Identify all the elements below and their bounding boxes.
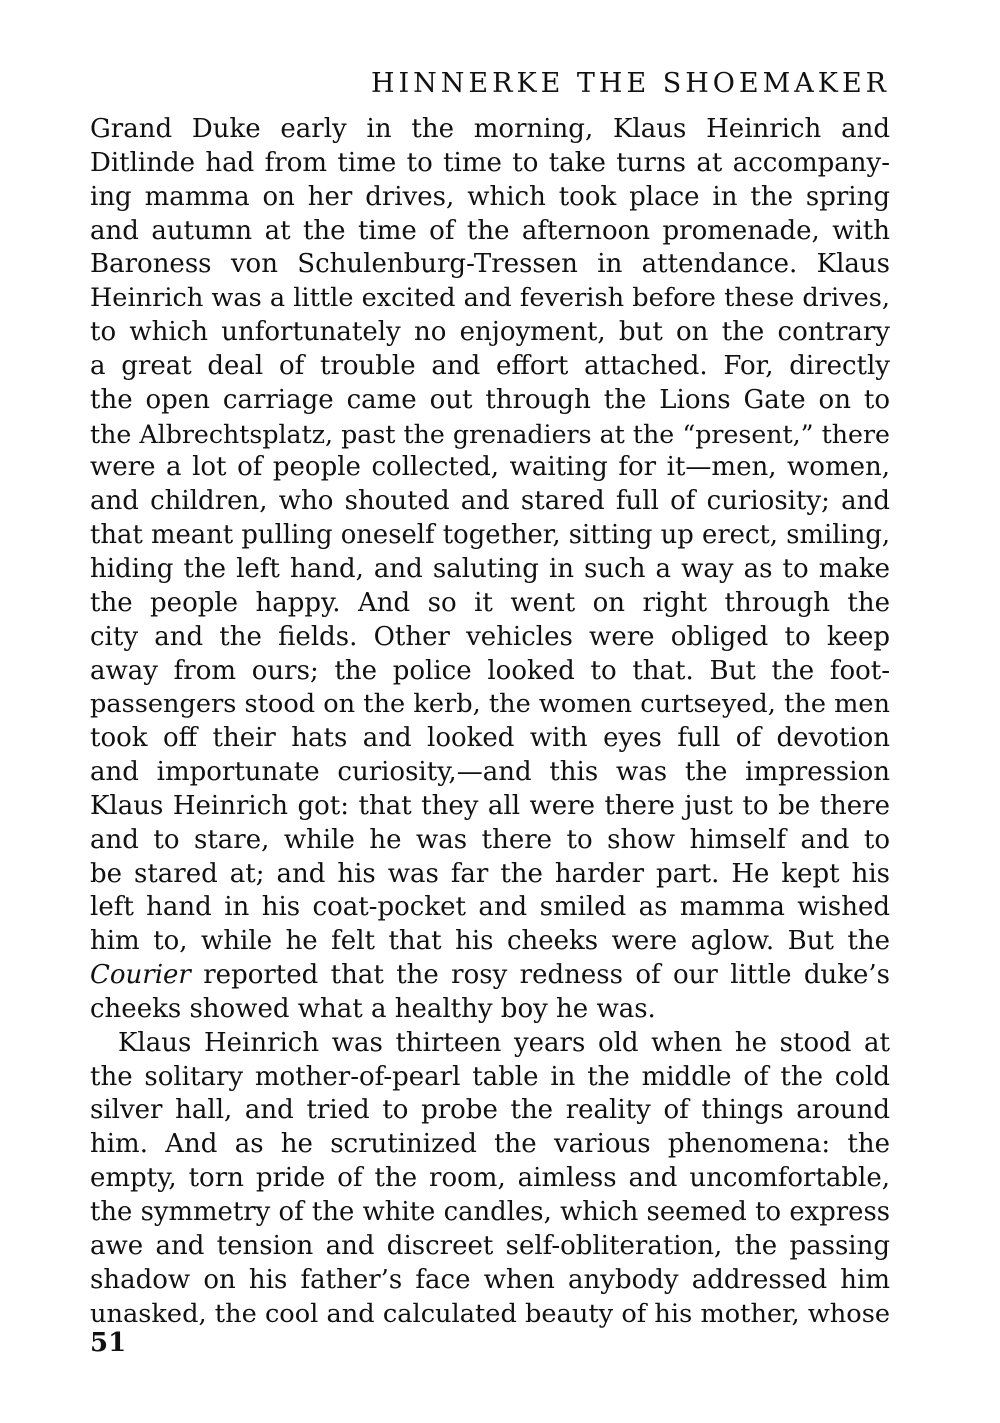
text-line: him to, while he felt that his cheeks were aglow. But the — [90, 926, 890, 957]
text-line: and importunate curiosity,—and this was the impression — [90, 757, 890, 788]
text-line: Baroness von Schulenburg-Tressen in attendance. Klaus — [90, 249, 890, 280]
text-line: Grand Duke early in the morning, Klaus Heinrich and — [90, 114, 890, 144]
italic-title: Courier — [90, 960, 191, 991]
text-line: hiding the left hand, and saluting in such a way as to make — [90, 553, 890, 584]
text-line: a great deal of trouble and effort attached. For, directly — [90, 350, 890, 381]
text-line: were a lot of people collected, waiting for it—men, women, — [90, 452, 890, 483]
text-line: ing mamma on her drives, which took place in the spring — [90, 181, 890, 212]
text-line: and children, who shouted and stared full of curiosity; and — [90, 486, 890, 517]
text-line: shadow on his father’s face when anybody addressed him — [90, 1264, 890, 1295]
text-line: Courier reported that the rosy redness of our little duke’s — [90, 960, 890, 991]
text-line: left hand in his coat-pocket and smiled as mamma wished — [90, 892, 890, 923]
text-line: the open carriage came out through the Lions Gate on to — [90, 384, 890, 415]
text-line: away from ours; the police looked to that. But the foot- — [90, 655, 890, 686]
text-line: took off their hats and looked with eyes full of devotion — [90, 723, 890, 754]
text-line: that meant pulling oneself together, sitting up erect, smiling, — [90, 520, 891, 551]
text-line: the people happy. And so it went on right through the — [90, 587, 890, 618]
text-line: Ditlinde had from time to time to take turns at accompany- — [90, 147, 890, 178]
text-line: and to stare, while he was there to show himself and to — [90, 824, 890, 855]
text-line: the Albrechtsplatz, past the grenadiers at the “present,” there — [90, 419, 890, 449]
body-text — [90, 113, 890, 1331]
text-line: to which unfortunately no enjoyment, but on the contrary — [90, 317, 890, 348]
text-line: and autumn at the time of the afternoon promenade, with — [90, 215, 890, 246]
text-line: the solitary mother-of-pearl table in the middle of the cold — [90, 1061, 890, 1092]
page-number: 51 — [90, 1328, 127, 1358]
text-line: unasked, the cool and calculated beauty of his mother, whose — [90, 1298, 890, 1329]
text-line: empty, torn pride of the room, aimless and uncomfortable, — [90, 1163, 890, 1194]
text-line: Klaus Heinrich was thirteen years old when he stood at — [118, 1027, 890, 1058]
running-head: HINNERKE THE SHOEMAKER — [370, 68, 890, 99]
paragraph-2 — [90, 1027, 890, 1332]
paragraph-1 — [90, 113, 890, 1027]
text-line: him. And as he scrutinized the various phenomena: the — [90, 1129, 890, 1160]
text-line: Klaus Heinrich got: that they all were there just to be there — [90, 790, 890, 821]
text-line: awe and tension and discreet self-obliteration, the passing — [90, 1230, 890, 1261]
text-line: cheeks showed what a healthy boy he was. — [90, 993, 656, 1024]
text-line: passengers stood on the kerb, the women curtseyed, the men — [90, 689, 890, 720]
text-line: city and the fields. Other vehicles were obliged to keep — [90, 621, 890, 652]
text-line: Heinrich was a little excited and feverish before these drives, — [90, 283, 890, 314]
text-line: the symmetry of the white candles, which seemed to express — [90, 1197, 890, 1227]
text-line: silver hall, and tried to probe the reality of things around — [90, 1095, 890, 1126]
text-line: be stared at; and his was far the harder part. He kept his — [90, 858, 890, 889]
